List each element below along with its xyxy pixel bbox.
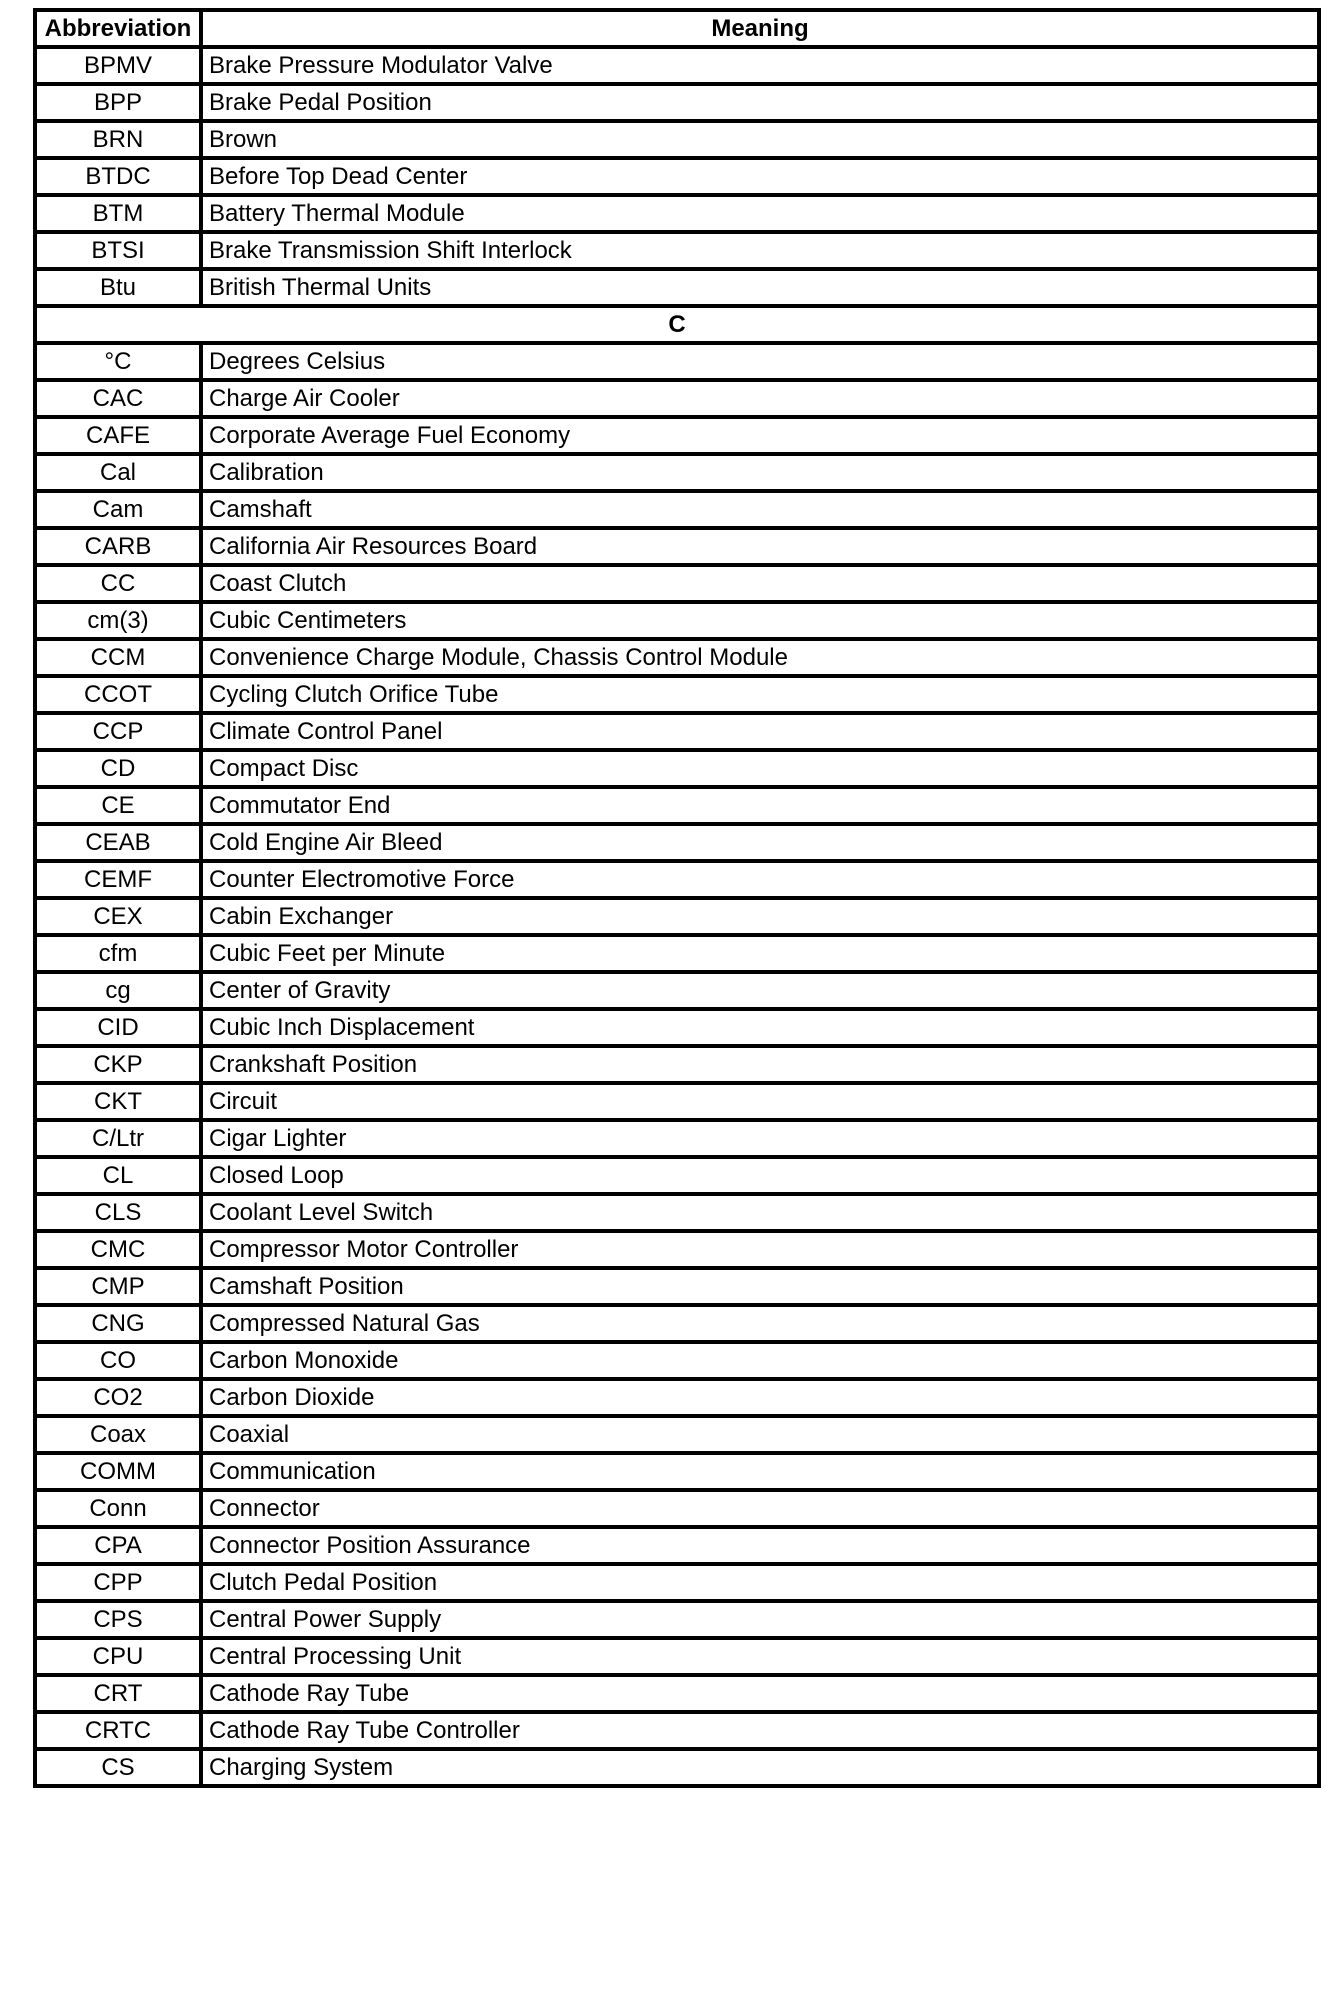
meaning-cell: Cigar Lighter [201,1120,1319,1157]
meaning-cell: Center of Gravity [201,972,1319,1009]
table-row [35,972,1319,1009]
abbreviation-cell: COMM [35,1453,201,1490]
abbreviation-cell: Cal [35,454,201,491]
abbreviation-cell: BTM [35,195,201,232]
meaning-cell: Closed Loop [201,1157,1319,1194]
table-row [35,824,1319,861]
abbreviation-cell: BRN [35,121,201,158]
abbreviation-cell: CRT [35,1675,201,1712]
header-row [35,10,1319,47]
abbreviation-cell: BTSI [35,232,201,269]
table-row [35,861,1319,898]
meaning-cell: Counter Electromotive Force [201,861,1319,898]
meaning-cell: Brake Pedal Position [201,84,1319,121]
table-row [35,898,1319,935]
meaning-cell: Carbon Dioxide [201,1379,1319,1416]
meaning-cell: Carbon Monoxide [201,1342,1319,1379]
meaning-cell: Degrees Celsius [201,343,1319,380]
table-row [35,1490,1319,1527]
abbreviation-cell: BPP [35,84,201,121]
abbreviation-cell: CO [35,1342,201,1379]
abbreviation-cell: CCP [35,713,201,750]
abbreviation-cell: cm(3) [35,602,201,639]
abbreviation-cell: Coax [35,1416,201,1453]
meaning-cell: Corporate Average Fuel Economy [201,417,1319,454]
meaning-cell: Cycling Clutch Orifice Tube [201,676,1319,713]
table-row [35,1268,1319,1305]
abbreviation-cell: CPU [35,1638,201,1675]
table-row [35,639,1319,676]
table-row [35,195,1319,232]
table-row [35,1638,1319,1675]
abbreviation-cell: CAFE [35,417,201,454]
meaning-cell: Crankshaft Position [201,1046,1319,1083]
abbreviation-cell: CCOT [35,676,201,713]
table-row [35,935,1319,972]
abbreviation-cell: Btu [35,269,201,306]
table-row [35,787,1319,824]
table-row [35,1675,1319,1712]
abbreviation-cell: CRTC [35,1712,201,1749]
meaning-cell: Compressed Natural Gas [201,1305,1319,1342]
abbreviation-table [33,8,1321,1788]
meaning-cell: Calibration [201,454,1319,491]
header-meaning: Meaning [201,10,1319,47]
table-body-c-section [35,343,1319,1786]
meaning-cell: Cabin Exchanger [201,898,1319,935]
meaning-cell: Cubic Centimeters [201,602,1319,639]
meaning-cell: Cathode Ray Tube [201,1675,1319,1712]
meaning-cell: Central Processing Unit [201,1638,1319,1675]
table-row [35,1157,1319,1194]
meaning-cell: Convenience Charge Module, Chassis Control Module [201,639,1319,676]
abbreviation-cell: CNG [35,1305,201,1342]
table-body-b-section [35,47,1319,306]
abbreviation-cell: CKP [35,1046,201,1083]
abbreviation-cell: CMC [35,1231,201,1268]
abbreviation-cell: CEMF [35,861,201,898]
meaning-cell: Connector Position Assurance [201,1527,1319,1564]
abbreviation-cell: CS [35,1749,201,1786]
meaning-cell: Charging System [201,1749,1319,1786]
table-row [35,602,1319,639]
meaning-cell: Communication [201,1453,1319,1490]
meaning-cell: Camshaft [201,491,1319,528]
abbreviation-cell: CD [35,750,201,787]
abbreviation-cell: CPS [35,1601,201,1638]
abbreviation-cell: Cam [35,491,201,528]
abbreviation-cell: CLS [35,1194,201,1231]
abbreviation-cell: C/Ltr [35,1120,201,1157]
abbreviation-cell: CKT [35,1083,201,1120]
meaning-cell: Cold Engine Air Bleed [201,824,1319,861]
meaning-cell: California Air Resources Board [201,528,1319,565]
table-row [35,1527,1319,1564]
table-row [35,1083,1319,1120]
table-row [35,565,1319,602]
table-row [35,1120,1319,1157]
table-row [35,1231,1319,1268]
abbreviation-cell: CID [35,1009,201,1046]
abbreviation-cell: °C [35,343,201,380]
abbreviation-cell: Conn [35,1490,201,1527]
abbreviation-cell: CCM [35,639,201,676]
abbreviation-cell: BTDC [35,158,201,195]
table-row [35,269,1319,306]
meaning-cell: Cubic Inch Displacement [201,1009,1319,1046]
meaning-cell: Cathode Ray Tube Controller [201,1712,1319,1749]
table-row [35,1379,1319,1416]
section-label: C [35,306,1319,343]
meaning-cell: Brake Pressure Modulator Valve [201,47,1319,84]
meaning-cell: Circuit [201,1083,1319,1120]
table-row [35,47,1319,84]
meaning-cell: Coaxial [201,1416,1319,1453]
meaning-cell: Clutch Pedal Position [201,1564,1319,1601]
section-row [35,306,1319,343]
meaning-cell: Coolant Level Switch [201,1194,1319,1231]
table-row [35,491,1319,528]
abbreviation-cell: CAC [35,380,201,417]
table-row [35,1712,1319,1749]
table-row [35,417,1319,454]
table-row [35,713,1319,750]
meaning-cell: Brake Transmission Shift Interlock [201,232,1319,269]
abbreviation-cell: CO2 [35,1379,201,1416]
abbreviation-cell: cg [35,972,201,1009]
table-row [35,232,1319,269]
meaning-cell: Before Top Dead Center [201,158,1319,195]
section-divider [35,306,1319,343]
table-row [35,676,1319,713]
abbreviation-cell: CEAB [35,824,201,861]
table-row [35,750,1319,787]
meaning-cell: British Thermal Units [201,269,1319,306]
table-row [35,380,1319,417]
table-row [35,343,1319,380]
table-row [35,1046,1319,1083]
abbreviation-cell: BPMV [35,47,201,84]
meaning-cell: Brown [201,121,1319,158]
meaning-cell: Coast Clutch [201,565,1319,602]
abbreviation-cell: CARB [35,528,201,565]
table-row [35,1194,1319,1231]
abbreviation-cell: CL [35,1157,201,1194]
meaning-cell: Central Power Supply [201,1601,1319,1638]
meaning-cell: Camshaft Position [201,1268,1319,1305]
meaning-cell: Battery Thermal Module [201,195,1319,232]
meaning-cell: Commutator End [201,787,1319,824]
header-abbreviation: Abbreviation [35,10,201,47]
abbreviation-cell: CEX [35,898,201,935]
table-row [35,1305,1319,1342]
table-row [35,1564,1319,1601]
abbreviation-cell: CPA [35,1527,201,1564]
meaning-cell: Charge Air Cooler [201,380,1319,417]
table-row [35,1453,1319,1490]
table-row [35,454,1319,491]
table-row [35,158,1319,195]
table-row [35,1416,1319,1453]
abbreviation-cell: CC [35,565,201,602]
meaning-cell: Cubic Feet per Minute [201,935,1319,972]
abbreviation-cell: CMP [35,1268,201,1305]
table-row [35,1749,1319,1786]
table-row [35,84,1319,121]
meaning-cell: Climate Control Panel [201,713,1319,750]
meaning-cell: Connector [201,1490,1319,1527]
table-row [35,1342,1319,1379]
meaning-cell: Compressor Motor Controller [201,1231,1319,1268]
table-row [35,528,1319,565]
abbreviation-cell: CE [35,787,201,824]
meaning-cell: Compact Disc [201,750,1319,787]
abbreviation-cell: CPP [35,1564,201,1601]
abbreviation-cell: cfm [35,935,201,972]
table-row [35,1601,1319,1638]
table-row [35,121,1319,158]
table-row [35,1009,1319,1046]
